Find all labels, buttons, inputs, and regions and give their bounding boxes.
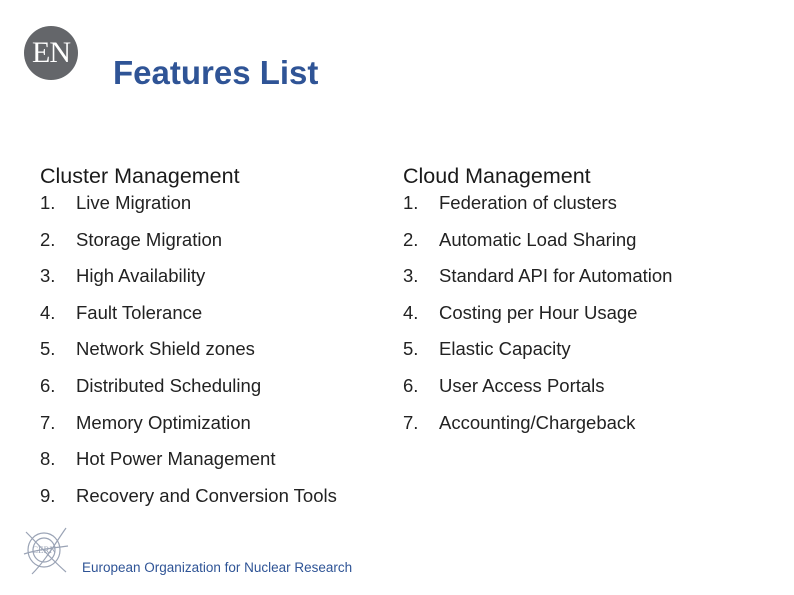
item-label: Elastic Capacity	[439, 338, 571, 360]
item-label: High Availability	[76, 265, 206, 287]
cloud-management-column	[403, 162, 672, 446]
item-number: 6.	[40, 374, 56, 396]
cloud-feature-item	[403, 300, 672, 337]
cluster-feature-item	[40, 227, 337, 264]
item-number: 2.	[40, 228, 56, 250]
item-number: 2.	[403, 228, 419, 250]
item-label: Fault Tolerance	[76, 301, 203, 323]
cloud-feature-item	[403, 373, 672, 410]
cluster-management-list	[40, 190, 337, 519]
cluster-feature-item	[40, 300, 337, 337]
cloud-feature-item	[403, 190, 672, 227]
cluster-feature-item	[40, 446, 337, 483]
item-label: Storage Migration	[76, 228, 223, 250]
cluster-feature-item	[40, 190, 337, 227]
cluster-feature-item	[40, 263, 337, 300]
footer-org-name: European Organization for Nuclear Research	[82, 560, 353, 575]
cloud-feature-item	[403, 336, 672, 373]
cluster-feature-item	[40, 410, 337, 447]
item-number: 4.	[403, 301, 419, 323]
item-number: 3.	[40, 265, 56, 287]
item-label: Standard API for Automation	[439, 265, 673, 287]
item-number: 3.	[403, 265, 419, 287]
item-label: Distributed Scheduling	[76, 374, 262, 396]
item-label: Federation of clusters	[439, 192, 617, 213]
cern-logo-text: CERN	[31, 545, 57, 555]
cloud-feature-item	[403, 227, 672, 264]
cloud-feature-item	[403, 263, 672, 300]
item-number: 5.	[40, 338, 56, 360]
item-label: Accounting/Chargeback	[439, 411, 636, 433]
cloud-management-list	[403, 190, 672, 446]
cluster-feature-item	[40, 336, 337, 373]
cluster-feature-item	[40, 373, 337, 410]
item-label: Recovery and Conversion Tools	[76, 484, 337, 506]
item-label: Automatic Load Sharing	[439, 228, 637, 250]
item-number: 4.	[40, 301, 56, 323]
cloud-management-heading: Cloud Management	[403, 164, 591, 188]
item-number: 7.	[40, 411, 56, 433]
item-number: 1.	[40, 192, 56, 213]
slide-title: Features List	[113, 54, 319, 91]
item-number: 7.	[403, 411, 419, 433]
item-label: Memory Optimization	[76, 411, 251, 433]
cern-logo-icon	[22, 524, 70, 576]
item-label: Network Shield zones	[76, 338, 255, 360]
cluster-management-heading: Cluster Management	[40, 164, 240, 188]
item-number: 1.	[403, 192, 419, 213]
item-label: Hot Power Management	[76, 448, 276, 470]
item-label: Costing per Hour Usage	[439, 301, 638, 323]
en-logo: EN	[24, 26, 78, 80]
item-label: User Access Portals	[439, 374, 605, 396]
cloud-feature-item	[403, 410, 672, 447]
item-number: 6.	[403, 374, 419, 396]
item-number: 8.	[40, 448, 56, 470]
cluster-management-column	[40, 162, 337, 519]
item-label: Live Migration	[76, 192, 192, 213]
cluster-feature-item	[40, 483, 337, 520]
item-number: 5.	[403, 338, 419, 360]
item-number: 9.	[40, 484, 56, 506]
